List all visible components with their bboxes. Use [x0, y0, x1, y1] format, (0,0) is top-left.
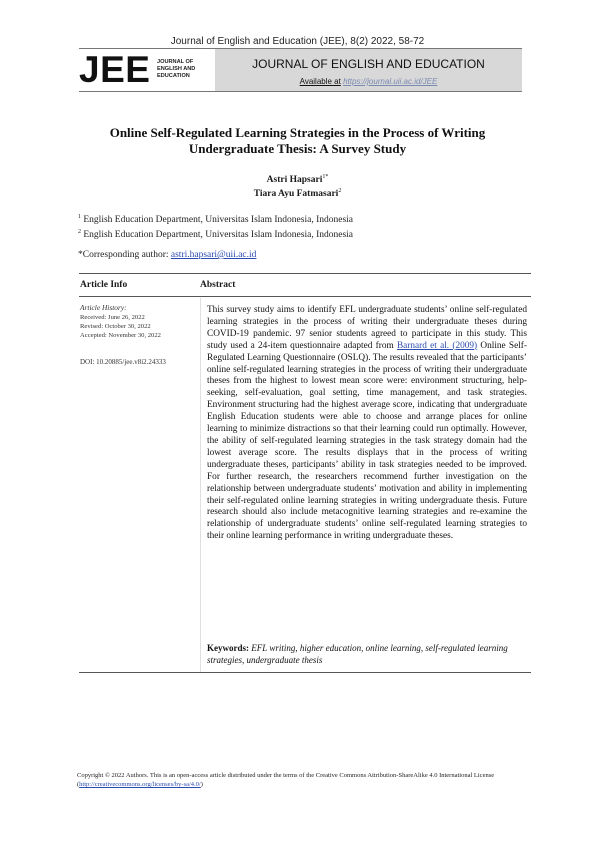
author-email-link[interactable]: astri.hapsari@uii.ac.id: [170, 250, 257, 260]
running-head: Journal of English and Education (JEE), 8(2) 2022, 58-72: [170, 36, 425, 47]
article-title: Online Self-Regulated Learning Strategies in the Process of Writing Undergraduate Thesis: A Survey Study: [109, 125, 486, 156]
article-info-heading: Article Info: [80, 280, 128, 290]
journal-banner: [79, 48, 522, 92]
keywords-label: Keywords:: [207, 643, 249, 653]
affiliation-1: $^1$ English Education Department, Universitas Islam Indonesia, Indonesia: [78, 214, 354, 226]
article-history-label: Article History:: [80, 303, 127, 312]
affiliation-2: $^2$ English Education Department, Universitas Islam Indonesia, Indonesia: [78, 229, 354, 241]
author-2: Tiara Ayu Fatmasari$^2$: [253, 188, 342, 200]
author-1: Astri Hapsari$^{1*}$: [266, 174, 329, 186]
journal-url-link[interactable]: https://journal.uii.ac.id/JEE: [343, 77, 438, 86]
table-top-rule: [79, 273, 531, 274]
banner-title-box: [215, 49, 522, 91]
accepted-date: Accepted: November 30, 2022: [80, 332, 161, 339]
citation-link[interactable]: Barnard et al. (2009): [396, 340, 478, 351]
keywords-list: EFL writing, higher education, online learning, self-regulated learning strategies, undergraduate thesis: [207, 643, 508, 665]
availability-line: [215, 77, 522, 86]
license-link[interactable]: http://creativecommons.org/licenses/by-sa/4.0/: [79, 781, 201, 788]
journal-logo: JEE: [79, 49, 151, 90]
column-separator: [200, 298, 201, 672]
abstract-heading: Abstract: [200, 280, 236, 290]
availability-label: Available at: [299, 77, 341, 86]
journal-logo-subtitle: JOURNAL OF ENGLISH AND EDUCATION: [157, 59, 196, 79]
journal-name: JOURNAL OF ENGLISH AND EDUCATION: [252, 57, 485, 71]
keywords: [207, 643, 527, 666]
corresponding-author: *Corresponding author: astri.hapsari@uii.ac.id: [78, 250, 257, 260]
abstract-text: This survey study aims to identify EFL undergraduate students’ online self-regulated learning strategies in the process of writing their undergraduate theses during COVID-19 pandemic. 97 senior students agreed to participate in this study. This study used a 24-item questionnaire adapted from Barnard et al. (2009) Online Self-Regulated Learning Questionnaire (OSLQ). The results revealed that the participants’ online self-regulated learning strategies in the process of writing their undergraduate theses from the highest to lowest mean score were: environment structuring, help-seeking, self-evaluation, goal setting, time management, and task strategies. Environment structuring had the highest average score, indicating that undergraduate English Education students were able to choose and arrange places for online learning to minimize distractions so that their learning could run optimally. However, the ability of self-regulated learning strategies in the task strategy domain had the lowest average score. The results displays that in the process of writing undergraduate theses, participants’ ability in task strategies needed to be improved. For further research, the researchers recommend further investigation on the relationship between undergraduate students’ motivation and ability in implementing their self-regulated online learning strategies in writing undergraduate thesis. Future research should also include metacognitive learning strategies and re-examine the relationship of undergraduate students’ online self-regulated learning strategies to their online learning performance in writing undergraduate theses.: [207, 305, 527, 542]
table-bottom-rule: [79, 672, 531, 673]
table-header-rule: [79, 296, 531, 297]
received-date: Received: June 26, 2022: [80, 314, 145, 321]
doi: DOI: 10.20885/jee.v8i2.24333: [80, 358, 166, 366]
copyright-notice: Copyright © 2022 Authors. This is an open-access article distributed under the terms of the Creative Commons Attribution-ShareAlike 4.0 International License (http://creativecommons.org/licenses/by-sa/4.0/): [77, 772, 495, 788]
revised-date: Revised: October 30, 2022: [80, 323, 151, 330]
